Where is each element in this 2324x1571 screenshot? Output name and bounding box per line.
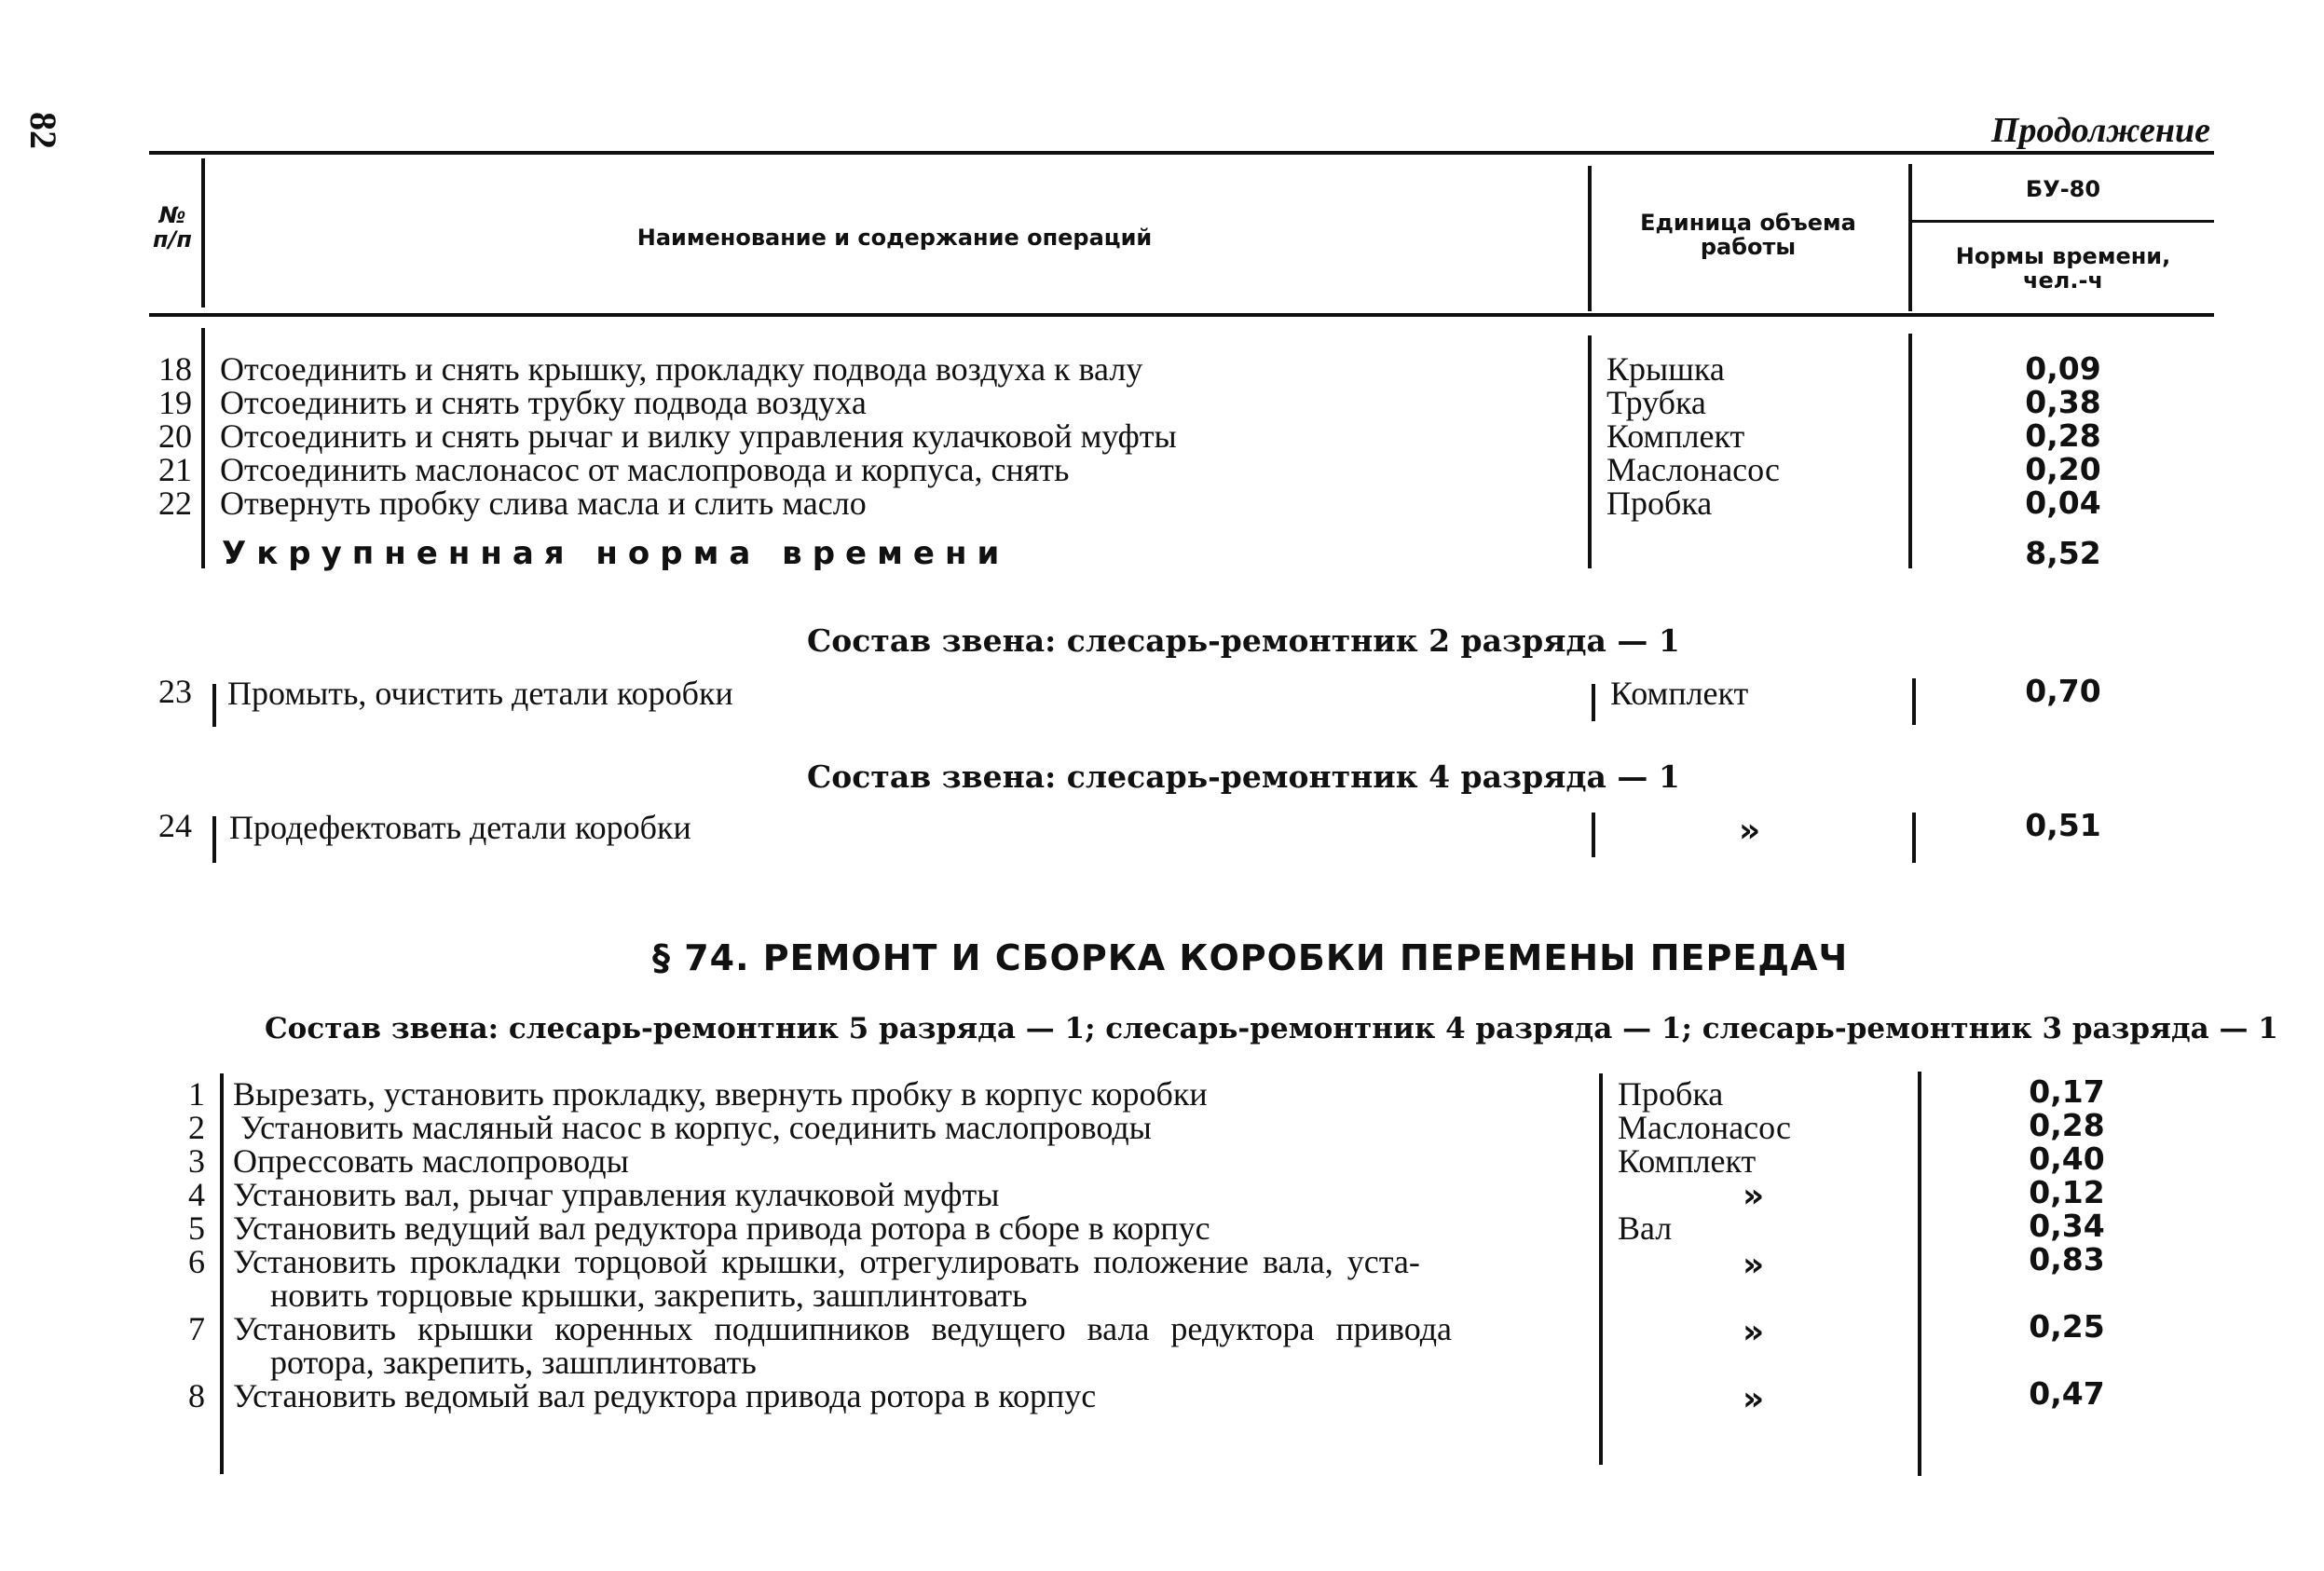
block-b-divider-3 — [1918, 1072, 1921, 1476]
row-text: Опрессовать маслопроводы — [233, 1142, 629, 1180]
row-number: 21 — [158, 451, 192, 488]
row-unit: » — [1743, 1313, 1765, 1351]
row-text-continuation: ротора, закрепить, зашплинтовать — [270, 1344, 757, 1381]
row-number: 8 — [188, 1377, 205, 1414]
row-number: 20 — [158, 417, 192, 455]
row-24-divider-1 — [212, 816, 216, 863]
row-number: 5 — [188, 1209, 205, 1247]
block-a-divider-3 — [1908, 334, 1912, 568]
row-value: 0,40 — [2029, 1141, 2105, 1177]
row-unit: Пробка — [1606, 485, 1713, 522]
row-24-divider-3 — [1912, 813, 1916, 863]
row-unit: Трубка — [1606, 384, 1706, 421]
row-value: 0,12 — [2029, 1174, 2105, 1210]
row-number: 18 — [158, 350, 192, 388]
row-number: 1 — [188, 1075, 205, 1113]
row-text: Установить ведомый вал редуктора привода ротора в корпус — [233, 1377, 1097, 1414]
row-unit: Комплект — [1606, 417, 1745, 455]
row-value: 0,51 — [2025, 807, 2101, 843]
group-subheader-rule — [1910, 220, 2214, 223]
row-unit: Крышка — [1606, 350, 1725, 388]
row-unit: » — [1743, 1380, 1765, 1418]
row-unit: Комплект — [1618, 1142, 1757, 1180]
row-number: 2 — [188, 1109, 205, 1146]
row-value: 0,09 — [2025, 350, 2101, 387]
row-number: 24 — [158, 807, 192, 844]
row-23-divider-2 — [1592, 684, 1595, 721]
continuation-label: Продолжение — [1990, 111, 2210, 150]
row-text: Отвернуть пробку слива масла и слить масло — [220, 485, 867, 522]
table-header-bottom-rule — [149, 313, 2214, 317]
row-value: 0,04 — [2025, 485, 2101, 521]
row-24-divider-2 — [1592, 813, 1595, 857]
row-number: 4 — [188, 1176, 205, 1213]
row-unit: Пробка — [1618, 1075, 1724, 1113]
row-unit: » — [1743, 1177, 1765, 1215]
row-text: Установить масляный насос в корпус, соединить маслопроводы — [240, 1109, 1152, 1146]
row-value: 0,17 — [2029, 1073, 2105, 1110]
table-top-rule — [149, 151, 2214, 155]
row-unit: » — [1743, 1246, 1765, 1284]
aggregate-norm-label: Укрупненная норма времени — [222, 535, 1010, 572]
block-a-divider-1 — [201, 328, 205, 568]
header-col-number: № п/п — [153, 202, 192, 253]
row-text: Установить вал, рычаг управления кулачковой муфты — [233, 1176, 1000, 1213]
row-23-divider-1 — [212, 684, 216, 727]
block-b-divider-1 — [220, 1073, 224, 1474]
page-number: 82 — [22, 112, 64, 149]
row-value: 0,38 — [2025, 384, 2101, 420]
row-value: 0,28 — [2029, 1107, 2105, 1143]
row-number: 22 — [158, 485, 192, 522]
row-value: 0,34 — [2029, 1208, 2105, 1244]
row-text: Отсоединить и снять крышку, прокладку подвода воздуха к валу — [220, 350, 1143, 388]
row-text: Установить прокладки торцовой крышки, отрегулировать положение вала, уста- — [233, 1243, 1420, 1280]
row-text-continuation: новить торцовые крышки, закрепить, зашплинтовать — [270, 1277, 1028, 1314]
row-text: Установить крышки коренных подшипников ведущего вала редуктора привода — [233, 1310, 1453, 1347]
block-b-divider-2 — [1599, 1073, 1603, 1465]
header-col-name: Наименование и содержание операций — [636, 225, 1153, 251]
row-value: 0,70 — [2025, 673, 2101, 709]
row-unit: » — [1739, 812, 1761, 850]
header-col-group: БУ-80 — [2025, 176, 2101, 202]
header-col-norm: Нормы времени, чел.-ч — [1955, 243, 2171, 294]
crew-composition: Состав звена: слесарь-ремонтник 4 разряда — 1 — [807, 758, 1680, 795]
row-text: Промыть, очистить детали коробки — [227, 675, 733, 712]
row-unit: Маслонасос — [1618, 1109, 1792, 1146]
row-text: Вырезать, установить прокладку, ввернуть пробку в корпус коробки — [233, 1075, 1208, 1113]
row-unit: Маслонасос — [1606, 451, 1781, 488]
row-text: Продефектовать детали коробки — [229, 809, 691, 846]
row-unit: Комплект — [1610, 675, 1749, 712]
row-number: 6 — [188, 1243, 205, 1280]
row-number: 23 — [158, 673, 192, 710]
row-value: 0,28 — [2025, 417, 2101, 454]
row-text: Отсоединить маслонасос от маслопровода и корпуса, снять — [220, 451, 1070, 488]
row-unit: Вал — [1618, 1209, 1673, 1247]
header-col-unit: Единица объема работы — [1640, 210, 1856, 260]
crew-composition: Состав звена: слесарь-ремонтник 2 разряда — 1 — [807, 622, 1680, 659]
row-text: Отсоединить и снять рычаг и вилку управления кулачковой муфты — [220, 417, 1177, 455]
row-number: 7 — [188, 1310, 205, 1347]
row-value: 0,20 — [2025, 451, 2101, 487]
row-value: 0,47 — [2029, 1375, 2105, 1412]
row-number: 3 — [188, 1142, 205, 1180]
section-title: § 74. РЕМОНТ И СБОРКА КОРОБКИ ПЕРЕМЕНЫ ПЕРЕДАЧ — [652, 937, 1849, 978]
row-text: Отсоединить и снять трубку подвода воздуха — [220, 384, 867, 421]
aggregate-norm-value: 8,52 — [2025, 535, 2101, 571]
row-text: Установить ведущий вал редуктора привода ротора в сборе в корпус — [233, 1209, 1210, 1247]
crew-composition: Состав звена: слесарь-ремонтник 5 разряда — 1; слесарь-ремонтник 4 разряда — 1; слесарь-ремонтник 3 разряда — 1 — [265, 1012, 2278, 1045]
row-23-divider-3 — [1912, 678, 1916, 725]
block-a-divider-2 — [1588, 335, 1592, 568]
row-value: 0,25 — [2029, 1308, 2105, 1345]
row-value: 0,83 — [2029, 1241, 2105, 1277]
row-number: 19 — [158, 384, 192, 421]
